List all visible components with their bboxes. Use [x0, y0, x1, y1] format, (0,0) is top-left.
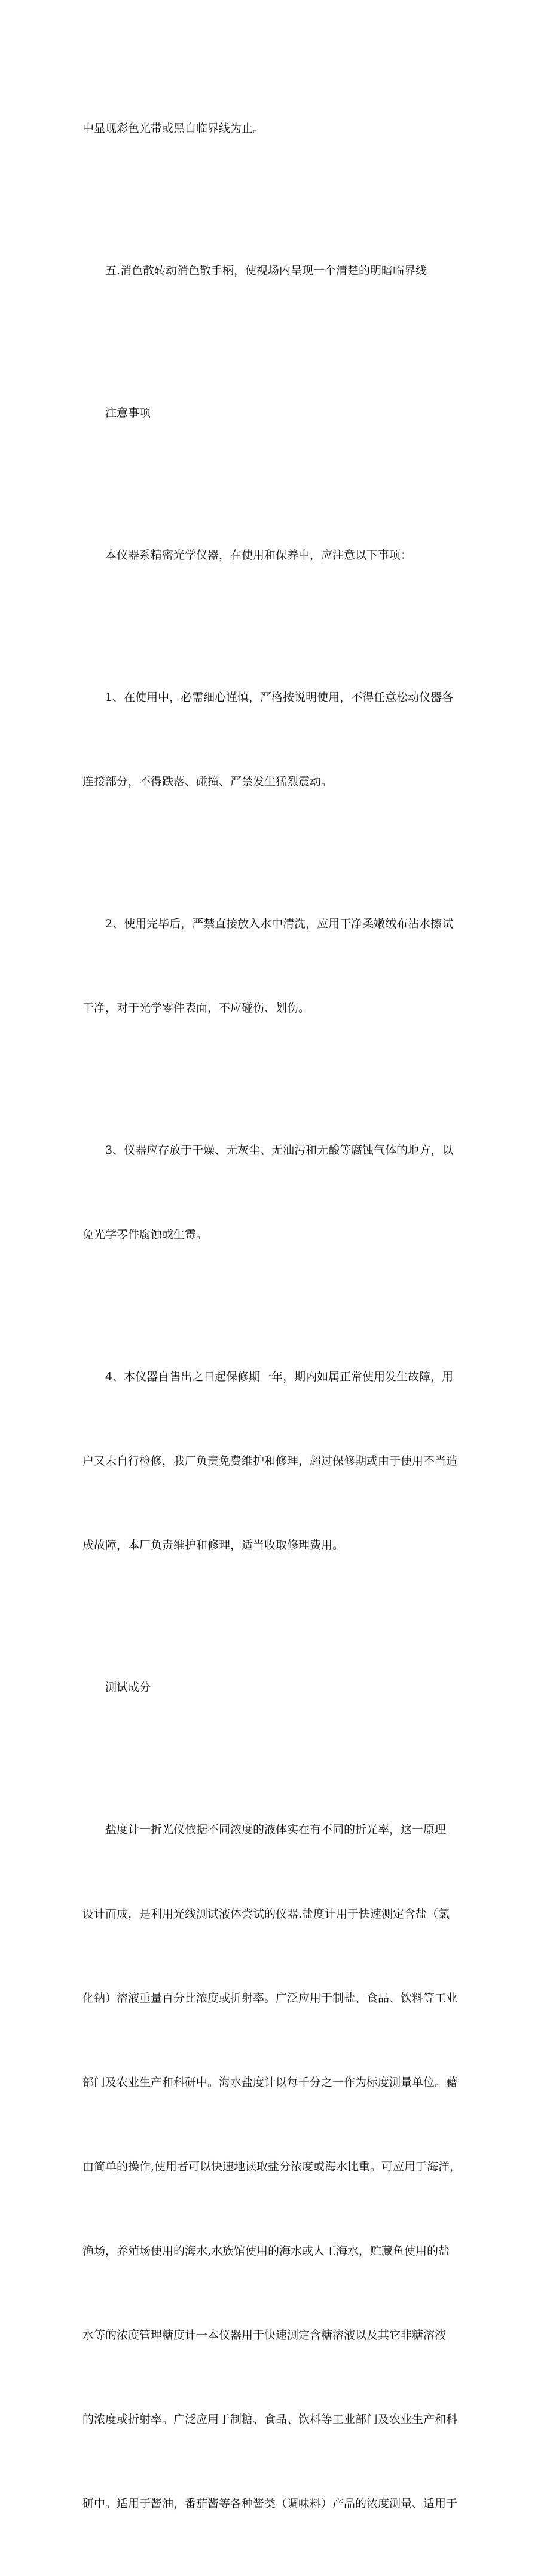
paragraph-note-3	[82, 1080, 475, 1305]
text-line: 3、仪器应存放于干燥、无灰尘、无油污和无酸等腐蚀气体的地方，以	[105, 1144, 454, 1157]
text-line: 设计而成，是利用光线测试液体尝试的仪器.盐度计用于快速测定含盐（氯	[82, 1907, 450, 1920]
text-line: 水等的浓度管理糖度计一本仪器用于快速测定含糖溶液以及其它非糖溶液	[82, 2329, 447, 2342]
paragraph-note-2	[82, 854, 475, 1079]
text-line: 免光学零件腐蚀或生霉。	[82, 1228, 208, 1241]
text-line: 户又未自行检修，我厂负责免费维护和修理，超过保修期或由于使用不当造	[82, 1454, 458, 1468]
text-line: 2、使用完毕后，严禁直接放入水中清洗，应用干净柔嫩绒布沾水擦试	[105, 917, 454, 930]
text-line: 连接部分，不得跌落、碰撞、严禁发生猛烈震动。	[82, 775, 333, 788]
text-line: 中显现彩色光带或黑白临界线为止。	[82, 122, 265, 135]
text-line: 部门及农业生产和科研中。海水盐度计以每千分之一作为标度测量单位。藉	[82, 2076, 458, 2089]
paragraph-step-five	[82, 201, 475, 341]
text-line: 的浓度或折射率。广泛应用于制糖、食品、饮料等工业部门及农业生产和科	[82, 2413, 458, 2426]
text-line: 渔场，养殖场使用的海水,水族馆使用的海水或人工海水，贮藏鱼使用的盐	[82, 2244, 450, 2258]
document-page	[82, 59, 475, 2576]
text-line: 1、在使用中，必需细心谨慎，严格按说明使用，不得任意松动仪器各	[105, 691, 454, 704]
paragraph-test-description	[82, 1760, 475, 2574]
text-line: 由简单的操作,使用者可以快速地读取盐分浓度或海水比重。可应用于海洋，	[82, 2160, 462, 2173]
paragraph-notes-intro	[82, 485, 475, 626]
heading-text: 注意事项	[105, 406, 151, 419]
text-line: 盐度计一折光仪依据不同浓度的液体实在有不同的折光率，这一原理	[105, 1823, 447, 1836]
section-heading-test	[82, 1618, 475, 1758]
paragraph-note-4	[82, 1307, 475, 1616]
text-line: 4、本仪器自售出之日起保修期一年，期内如属正常使用发生故障，用	[105, 1370, 454, 1383]
text-line: 五.消色散转动消色散手柄，使视场内呈现一个清楚的明暗临界线	[105, 264, 427, 277]
paragraph-continuation	[82, 59, 475, 199]
text-line: 研中。适用于酱油，番茄酱等各种酱类（调味料）产品的浓度测量、适用于	[82, 2497, 458, 2510]
text-line: 本仪器系精密光学仪器，在使用和保养中，应注意以下事项：	[105, 549, 412, 562]
text-line: 成故障，本厂负责维护和修理，适当收取修理费用。	[82, 1539, 344, 1552]
text-line: 干净，对于光学零件表面，不应碰伤、划伤。	[82, 1001, 310, 1015]
heading-text: 测试成分	[105, 1681, 151, 1694]
section-heading-notes	[82, 343, 475, 483]
text-line: 化钠）溶液重量百分比浓度或折射率。广泛应用于制盐、食品、饮料等工业	[82, 1992, 458, 2005]
paragraph-note-1	[82, 627, 475, 852]
